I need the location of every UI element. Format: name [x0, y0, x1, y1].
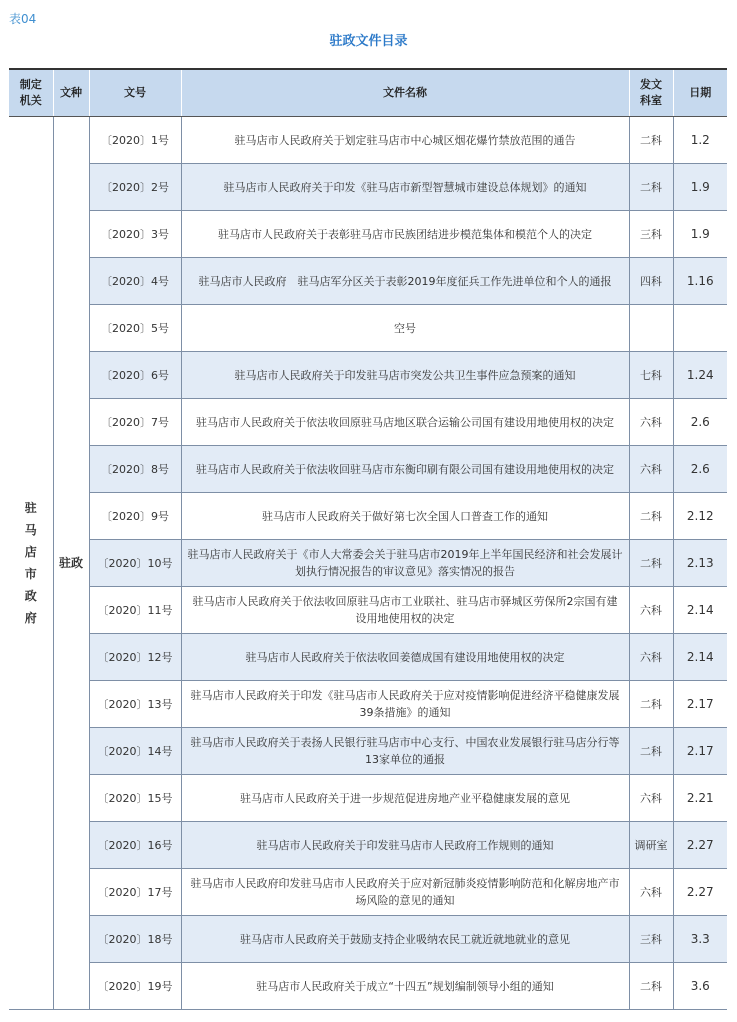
table-row — [9, 728, 727, 775]
doc-number-cell: 〔2020〕19号 — [89, 963, 181, 1010]
doc-number-cell: 〔2020〕14号 — [89, 728, 181, 775]
dept-cell: 二科 — [629, 963, 673, 1010]
dept-cell: 四科 — [629, 258, 673, 305]
table-row — [9, 352, 727, 399]
dept-cell: 二科 — [629, 540, 673, 587]
date-cell: 1.16 — [673, 258, 727, 305]
header-label: 文号 — [124, 86, 146, 99]
doc-name-cell: 驻马店市人民政府关于表扬人民银行驻马店市中心支行、中国农业发展银行驻马店分行等13家单位的通报 — [181, 728, 629, 775]
table-row — [9, 869, 727, 916]
document-table — [9, 68, 727, 1010]
date-cell: 2.14 — [673, 587, 727, 634]
doc-name-cell: 驻马店市人民政府印发驻马店市人民政府关于应对新冠肺炎疫情影响防范和化解房地产市场风险的意见的通知 — [181, 869, 629, 916]
header-label: 制定 机关 — [19, 78, 42, 107]
doc-name-cell: 驻马店市人民政府关于做好第七次全国人口普查工作的通知 — [181, 493, 629, 540]
date-cell: 2.17 — [673, 681, 727, 728]
header-name — [181, 69, 629, 117]
dept-cell: 六科 — [629, 446, 673, 493]
doc-number-cell: 〔2020〕13号 — [89, 681, 181, 728]
date-cell: 2.27 — [673, 869, 727, 916]
doc-name-cell: 驻马店市人民政府关于印发《驻马店市人民政府关于应对疫情影响促进经济平稳健康发展39条措施》的通知 — [181, 681, 629, 728]
doc-number-cell: 〔2020〕15号 — [89, 775, 181, 822]
dept-cell: 六科 — [629, 399, 673, 446]
table-row — [9, 164, 727, 211]
doc-name-cell: 驻马店市人民政府关于依法收回原驻马店市工业联社、驻马店市驿城区劳保所2宗国有建设用地使用权的决定 — [181, 587, 629, 634]
doc-name-cell: 驻马店市人民政府关于依法收回驻马店市东衡印刷有限公司国有建设用地使用权的决定 — [181, 446, 629, 493]
doc-name-cell: 驻马店市人民政府 驻马店军分区关于表彰2019年度征兵工作先进单位和个人的通报 — [181, 258, 629, 305]
table-row — [9, 916, 727, 963]
doc-number-cell: 〔2020〕17号 — [89, 869, 181, 916]
doc-name-cell: 驻马店市人民政府关于《市人大常委会关于驻马店市2019年上半年国民经济和社会发展计划执行情况报告的审议意见》落实情况的报告 — [181, 540, 629, 587]
doc-number-cell: 〔2020〕8号 — [89, 446, 181, 493]
table-row — [9, 305, 727, 352]
header-org — [9, 69, 53, 117]
table-row — [9, 446, 727, 493]
date-cell: 3.6 — [673, 963, 727, 1010]
table-row — [9, 117, 727, 164]
table-row — [9, 493, 727, 540]
table-row — [9, 587, 727, 634]
table-row — [9, 540, 727, 587]
date-cell: 2.12 — [673, 493, 727, 540]
date-cell: 1.24 — [673, 352, 727, 399]
page-title: 驻政文件目录 — [329, 34, 408, 49]
doc-number-cell: 〔2020〕7号 — [89, 399, 181, 446]
document-type-cell: 驻政 — [53, 117, 89, 1010]
date-cell — [673, 305, 727, 352]
doc-name-cell: 驻马店市人民政府关于划定驻马店市中心城区烟花爆竹禁放范围的通告 — [181, 117, 629, 164]
date-cell: 2.17 — [673, 728, 727, 775]
doc-name-cell: 驻马店市人民政府关于表彰驻马店市民族团结进步模范集体和模范个人的决定 — [181, 211, 629, 258]
date-cell: 1.2 — [673, 117, 727, 164]
doc-name-cell: 驻马店市人民政府关于印发驻马店市人民政府工作规则的通知 — [181, 822, 629, 869]
dept-cell: 二科 — [629, 493, 673, 540]
table-row — [9, 399, 727, 446]
doc-number-cell: 〔2020〕5号 — [89, 305, 181, 352]
issuing-organ-cell: 驻 马 店 市 政 府 — [9, 117, 53, 1010]
table-row — [9, 211, 727, 258]
date-cell: 2.27 — [673, 822, 727, 869]
header-label: 文件名称 — [383, 86, 427, 99]
header-label: 文种 — [60, 86, 82, 99]
header-label: 日期 — [689, 86, 712, 99]
table-row — [9, 775, 727, 822]
doc-name-cell: 驻马店市人民政府关于印发驻马店市突发公共卫生事件应急预案的通知 — [181, 352, 629, 399]
doc-number-cell: 〔2020〕11号 — [89, 587, 181, 634]
table-row — [9, 963, 727, 1010]
date-cell: 2.21 — [673, 775, 727, 822]
table-row — [9, 822, 727, 869]
doc-number-cell: 〔2020〕16号 — [89, 822, 181, 869]
doc-number-cell: 〔2020〕9号 — [89, 493, 181, 540]
header-type — [53, 69, 89, 117]
header-label: 发文 科室 — [640, 78, 662, 107]
doc-number-cell: 〔2020〕4号 — [89, 258, 181, 305]
table-tag: 表04 — [9, 12, 37, 26]
dept-cell: 六科 — [629, 869, 673, 916]
header-number — [89, 69, 181, 117]
dept-cell: 二科 — [629, 164, 673, 211]
table-row — [9, 681, 727, 728]
dept-cell: 调研室 — [629, 822, 673, 869]
doc-number-cell: 〔2020〕2号 — [89, 164, 181, 211]
table-row — [9, 258, 727, 305]
date-cell: 2.13 — [673, 540, 727, 587]
doc-number-cell: 〔2020〕12号 — [89, 634, 181, 681]
header-row — [9, 69, 727, 117]
doc-number-cell: 〔2020〕6号 — [89, 352, 181, 399]
doc-number-cell: 〔2020〕10号 — [89, 540, 181, 587]
doc-number-cell: 〔2020〕3号 — [89, 211, 181, 258]
dept-cell: 二科 — [629, 681, 673, 728]
doc-name-cell: 驻马店市人民政府关于进一步规范促进房地产业平稳健康发展的意见 — [181, 775, 629, 822]
dept-cell: 六科 — [629, 587, 673, 634]
doc-number-cell: 〔2020〕1号 — [89, 117, 181, 164]
date-cell: 2.6 — [673, 399, 727, 446]
doc-name-cell: 空号 — [181, 305, 629, 352]
dept-cell: 六科 — [629, 634, 673, 681]
dept-cell: 七科 — [629, 352, 673, 399]
table-row — [9, 634, 727, 681]
header-dept — [629, 69, 673, 117]
dept-cell: 三科 — [629, 211, 673, 258]
header-date — [673, 69, 727, 117]
date-cell: 1.9 — [673, 211, 727, 258]
dept-cell — [629, 305, 673, 352]
dept-cell: 二科 — [629, 117, 673, 164]
dept-cell: 三科 — [629, 916, 673, 963]
date-cell: 1.9 — [673, 164, 727, 211]
dept-cell: 二科 — [629, 728, 673, 775]
dept-cell: 六科 — [629, 775, 673, 822]
doc-name-cell: 驻马店市人民政府关于成立“十四五”规划编制领导小组的通知 — [181, 963, 629, 1010]
doc-name-cell: 驻马店市人民政府关于鼓励支持企业吸纳农民工就近就地就业的意见 — [181, 916, 629, 963]
date-cell: 3.3 — [673, 916, 727, 963]
doc-number-cell: 〔2020〕18号 — [89, 916, 181, 963]
doc-name-cell: 驻马店市人民政府关于印发《驻马店市新型智慧城市建设总体规划》的通知 — [181, 164, 629, 211]
doc-name-cell: 驻马店市人民政府关于依法收回姜德成国有建设用地使用权的决定 — [181, 634, 629, 681]
doc-name-cell: 驻马店市人民政府关于依法收回原驻马店地区联合运输公司国有建设用地使用权的决定 — [181, 399, 629, 446]
date-cell: 2.14 — [673, 634, 727, 681]
date-cell: 2.6 — [673, 446, 727, 493]
